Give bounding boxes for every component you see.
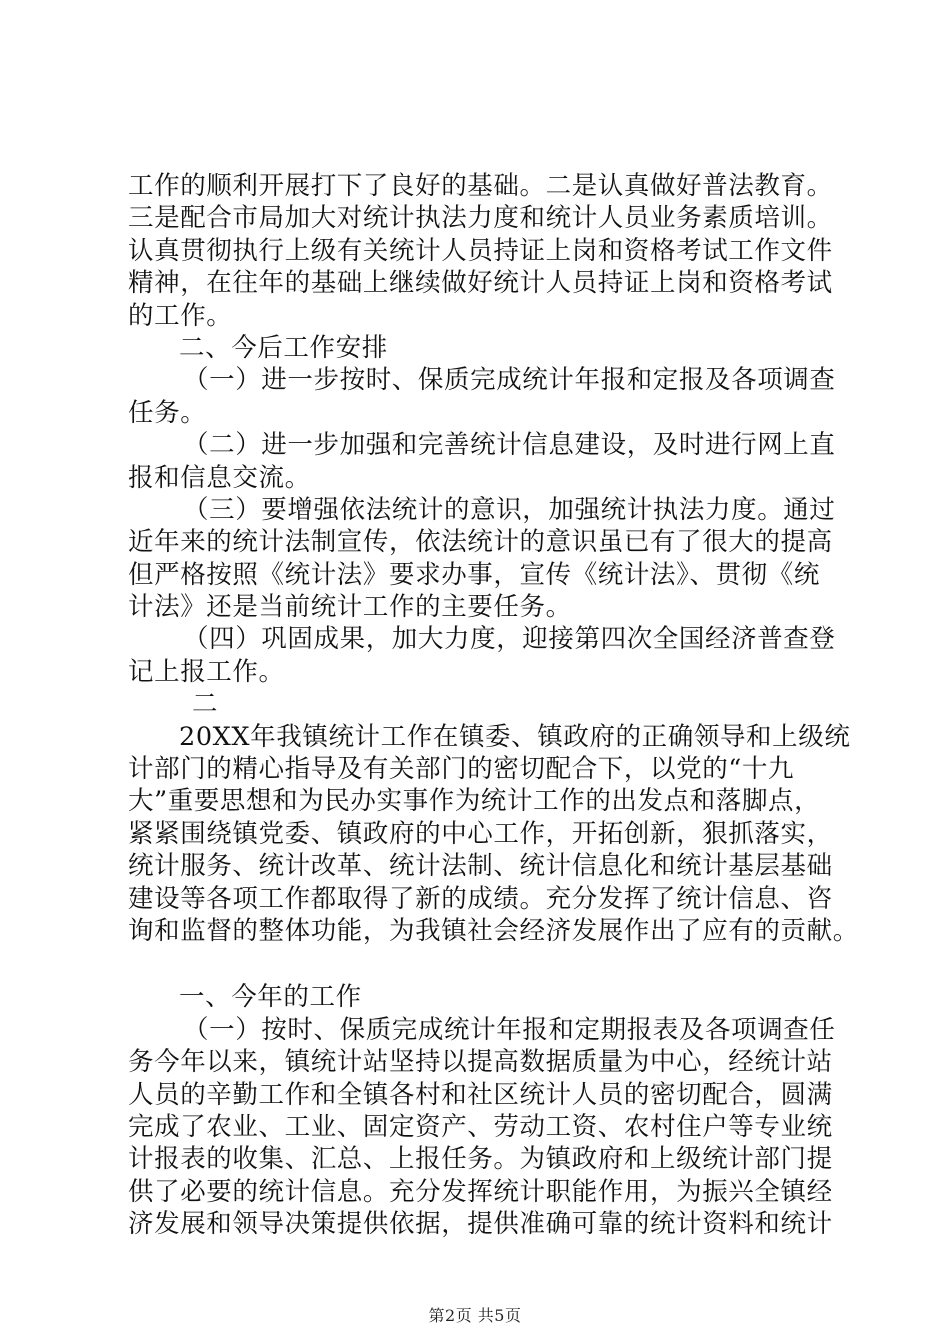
text-line: 报和信息交流。	[128, 462, 311, 493]
paragraph-gap	[128, 947, 828, 981]
list-item: （三）要增强依法统计的意识，加强统计执法力度。通过	[183, 494, 836, 525]
section-marker: 二	[192, 689, 219, 720]
section-heading: 二、今后工作安排	[179, 332, 388, 363]
text-line: 统计服务、统计改革、统计法制、统计信息化和统计基层基础	[128, 851, 833, 882]
text-line: 供了必要的统计信息。充分发挥统计职能作用，为振兴全镇经	[128, 1176, 833, 1207]
document-body	[128, 170, 859, 1241]
page-number-footer: 第2页 共5页	[428, 1306, 522, 1325]
text-line: 计法》还是当前统计工作的主要任务。	[128, 592, 572, 623]
list-item: （四）巩固成果，加大力度，迎接第四次全国经济普查登	[183, 624, 836, 655]
list-item: （二）进一步加强和完善统计信息建设，及时进行网上直	[183, 430, 836, 461]
text-line: 任务。	[128, 397, 207, 428]
text-line: 工作的顺利开展打下了良好的基础。二是认真做好普法教育。	[128, 171, 833, 201]
text-line: 人员的辛勤工作和全镇各村和社区统计人员的密切配合，圆满	[128, 1079, 833, 1110]
text-line: 济发展和领导决策提供依据，提供准确可靠的统计资料和统计	[128, 1209, 833, 1240]
text-line: 近年来的统计法制宣传，依法统计的意识虽已有了很大的提高	[128, 527, 833, 558]
text-line: 精神，在往年的基础上继续做好统计人员持证上岗和资格考试	[128, 268, 833, 299]
text-line: 记上报工作。	[128, 656, 285, 687]
text-line: 认真贯彻执行上级有关统计人员持证上岗和资格考试工作文件	[128, 235, 833, 266]
text-line: 紧紧围绕镇党委、镇政府的中心工作，开拓创新，狠抓落实，	[128, 818, 833, 849]
list-item: （一）进一步按时、保质完成统计年报和定报及各项调查	[183, 365, 836, 396]
list-item: （一）按时、保质完成统计年报和定期报表及各项调查任	[183, 1014, 836, 1045]
text-line: 完成了农业、工业、固定资产、劳动工资、农村住户等专业统	[128, 1111, 833, 1142]
text-line: 询和监督的整体功能，为我镇社会经济发展作出了应有的贡献。	[128, 915, 859, 946]
text-line: 建设等各项工作都取得了新的成绩。充分发挥了统计信息、咨	[128, 883, 833, 914]
text-line: 务今年以来，镇统计站坚持以提高数据质量为中心，经统计站	[128, 1047, 833, 1078]
text-line: 计部门的精心指导及有关部门的密切配合下，以党的“十九	[128, 754, 795, 785]
text-line: 三是配合市局加大对统计执法力度和统计人员业务素质培训。	[128, 203, 833, 234]
paragraph-start: 20XX年我镇统计工作在镇委、镇政府的正确领导和上级统	[179, 721, 851, 752]
text-line: 计报表的收集、汇总、上报任务。为镇政府和上级统计部门提	[128, 1144, 833, 1175]
section-heading: 一、今年的工作	[179, 982, 362, 1013]
text-line: 的工作。	[128, 300, 233, 331]
text-line: 但严格按照《统计法》要求办事，宣传《统计法》、贯彻《统	[128, 559, 820, 590]
text-line: 大”重要思想和为民办实事作为统计工作的出发点和落脚点，	[128, 786, 821, 817]
